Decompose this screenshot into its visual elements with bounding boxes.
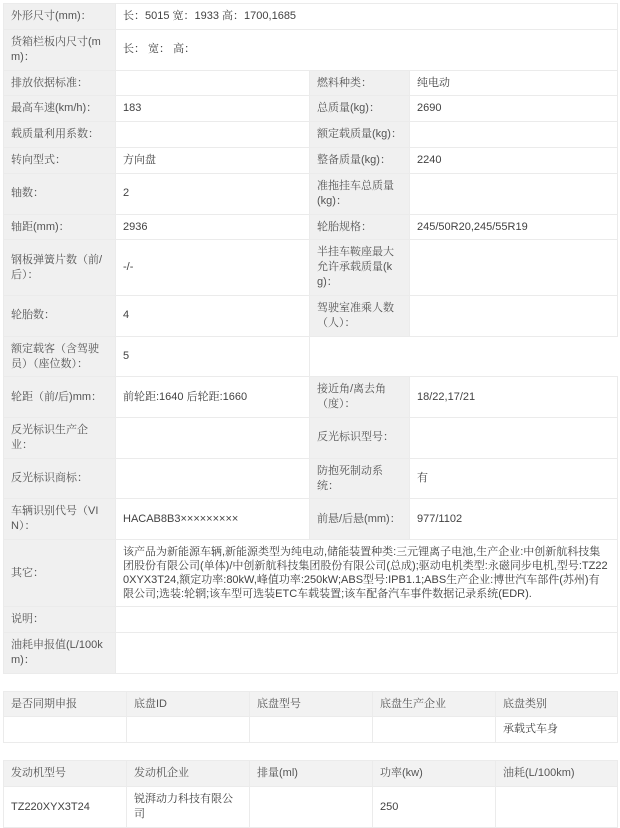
spec-value xyxy=(116,418,310,459)
spec-value xyxy=(410,240,618,296)
engine-header: 发动机型号 xyxy=(4,761,127,787)
spec-value: 183 xyxy=(116,96,310,122)
spec-value xyxy=(116,632,618,673)
spec-value: 18/22,17/21 xyxy=(410,377,618,418)
spec-label: 说明： xyxy=(4,607,116,633)
chassis-header: 是否同期申报 xyxy=(4,691,127,717)
spec-value: -/- xyxy=(116,240,310,296)
chassis-cell xyxy=(127,717,250,743)
spec-label: 车辆识别代号（VIN）： xyxy=(4,499,116,540)
spec-row xyxy=(4,29,618,70)
spec-value: 4 xyxy=(116,295,310,336)
engine-header: 排量(ml) xyxy=(250,761,373,787)
spec-row xyxy=(4,336,618,377)
engine-cell xyxy=(250,787,373,828)
spec-label: 总质量(kg)： xyxy=(310,96,410,122)
chassis-header: 底盘类别 xyxy=(496,691,618,717)
chassis-row xyxy=(4,717,618,743)
spec-value: 5 xyxy=(116,336,310,377)
spec-empty-cell xyxy=(310,336,410,377)
spec-row xyxy=(4,458,618,499)
spec-value: 2936 xyxy=(116,214,310,240)
spec-label: 最高车速(km/h)： xyxy=(4,96,116,122)
spec-label: 半挂车鞍座最大允许承载质量(kg)： xyxy=(310,240,410,296)
spec-label: 反光标识型号： xyxy=(310,418,410,459)
spec-row xyxy=(4,607,618,633)
engine-cell xyxy=(496,787,618,828)
spec-value: 2240 xyxy=(410,148,618,174)
spec-label: 其它： xyxy=(4,540,116,607)
spec-label: 反光标识商标： xyxy=(4,458,116,499)
spec-row xyxy=(4,295,618,336)
spec-value: HACAB8B3××××××××× xyxy=(116,499,310,540)
spec-row xyxy=(4,377,618,418)
spec-label: 油耗申报值(L/100km)： xyxy=(4,632,116,673)
spec-value xyxy=(116,458,310,499)
chassis-header-row xyxy=(4,691,618,717)
spec-row xyxy=(4,632,618,673)
spec-label: 载质量利用系数： xyxy=(4,122,116,148)
spec-label: 额定载质量(kg)： xyxy=(310,122,410,148)
spec-row xyxy=(4,70,618,96)
spec-row xyxy=(4,499,618,540)
spec-label: 接近角/离去角（度）： xyxy=(310,377,410,418)
spec-label: 驾驶室准乘人数（人）： xyxy=(310,295,410,336)
spec-row xyxy=(4,96,618,122)
spec-row xyxy=(4,173,618,214)
spec-empty-cell xyxy=(410,336,618,377)
chassis-table-body xyxy=(4,717,618,743)
spec-row xyxy=(4,540,618,607)
spec-label: 轴距(mm)： xyxy=(4,214,116,240)
chassis-cell xyxy=(250,717,373,743)
engine-header-row xyxy=(4,761,618,787)
spec-value: 2 xyxy=(116,173,310,214)
chassis-cell xyxy=(4,717,127,743)
vehicle-spec-table xyxy=(3,3,618,674)
spec-label: 准拖挂车总质量(kg)： xyxy=(310,173,410,214)
spec-value xyxy=(410,122,618,148)
spec-value: 纯电动 xyxy=(410,70,618,96)
spec-value xyxy=(410,295,618,336)
spec-label: 防抱死制动系统： xyxy=(310,458,410,499)
engine-cell: 250 xyxy=(373,787,496,828)
engine-cell: 锐湃动力科技有限公司 xyxy=(127,787,250,828)
chassis-table xyxy=(3,691,618,744)
spec-row xyxy=(4,4,618,30)
spec-value: 方向盘 xyxy=(116,148,310,174)
engine-row xyxy=(4,787,618,828)
spec-value xyxy=(116,122,310,148)
engine-table-head xyxy=(4,761,618,787)
vehicle-spec-table-body xyxy=(4,4,618,674)
spec-label: 轮胎数： xyxy=(4,295,116,336)
spec-value: 长：5015 宽：1933 高：1700,1685 xyxy=(116,4,618,30)
spec-value: 前轮距:1640 后轮距:1660 xyxy=(116,377,310,418)
spec-label: 额定载客（含驾驶员）（座位数）： xyxy=(4,336,116,377)
spec-label: 燃料种类： xyxy=(310,70,410,96)
engine-table-body xyxy=(4,787,618,828)
chassis-cell: 承载式车身 xyxy=(496,717,618,743)
chassis-header: 底盘生产企业 xyxy=(373,691,496,717)
spec-label: 轮胎规格： xyxy=(310,214,410,240)
spec-value: 2690 xyxy=(410,96,618,122)
chassis-header: 底盘型号 xyxy=(250,691,373,717)
spec-row xyxy=(4,240,618,296)
spec-label: 转向型式： xyxy=(4,148,116,174)
spec-value: 该产品为新能源车辆,新能源类型为纯电动,储能装置种类:三元锂离子电池,生产企业:中创新航科技集团股份有限公司(单体)/中创新航科技集团股份有限公司(总成);驱动电机类型:永磁同步电机,型号:TZ220XYX3T24,额定功率:80kW,峰值功率:250kW;ABS型号:IPB1.1;ABS生产企业:博世汽车部件(苏州)有限公司;选装:轮辋;该车型可选装ETC车载装置;该车配备汽车事件数据记录系统(EDR). xyxy=(116,540,618,607)
spec-value xyxy=(116,70,310,96)
spec-value: 长： 宽： 高： xyxy=(116,29,618,70)
spec-value xyxy=(116,607,618,633)
spec-row xyxy=(4,214,618,240)
spec-value: 245/50R20,245/55R19 xyxy=(410,214,618,240)
engine-header: 油耗(L/100km) xyxy=(496,761,618,787)
spec-label: 整备质量(kg)： xyxy=(310,148,410,174)
engine-table xyxy=(3,760,618,828)
spec-label: 轮距（前/后)mm： xyxy=(4,377,116,418)
spec-value xyxy=(410,173,618,214)
spec-row xyxy=(4,418,618,459)
chassis-header: 底盘ID xyxy=(127,691,250,717)
spec-label: 货箱栏板内尺寸(mm)： xyxy=(4,29,116,70)
spec-label: 前悬/后悬(mm)： xyxy=(310,499,410,540)
chassis-table-head xyxy=(4,691,618,717)
spec-value: 977/1102 xyxy=(410,499,618,540)
spec-label: 外形尺寸(mm)： xyxy=(4,4,116,30)
spec-row xyxy=(4,148,618,174)
spec-value: 有 xyxy=(410,458,618,499)
spec-label: 轴数： xyxy=(4,173,116,214)
engine-cell: TZ220XYX3T24 xyxy=(4,787,127,828)
spec-label: 钢板弹簧片数（前/后）： xyxy=(4,240,116,296)
spec-label: 反光标识生产企业： xyxy=(4,418,116,459)
engine-header: 发动机企业 xyxy=(127,761,250,787)
spec-value xyxy=(410,418,618,459)
chassis-cell xyxy=(373,717,496,743)
engine-header: 功率(kw) xyxy=(373,761,496,787)
spec-label: 排放依据标准： xyxy=(4,70,116,96)
spec-row xyxy=(4,122,618,148)
